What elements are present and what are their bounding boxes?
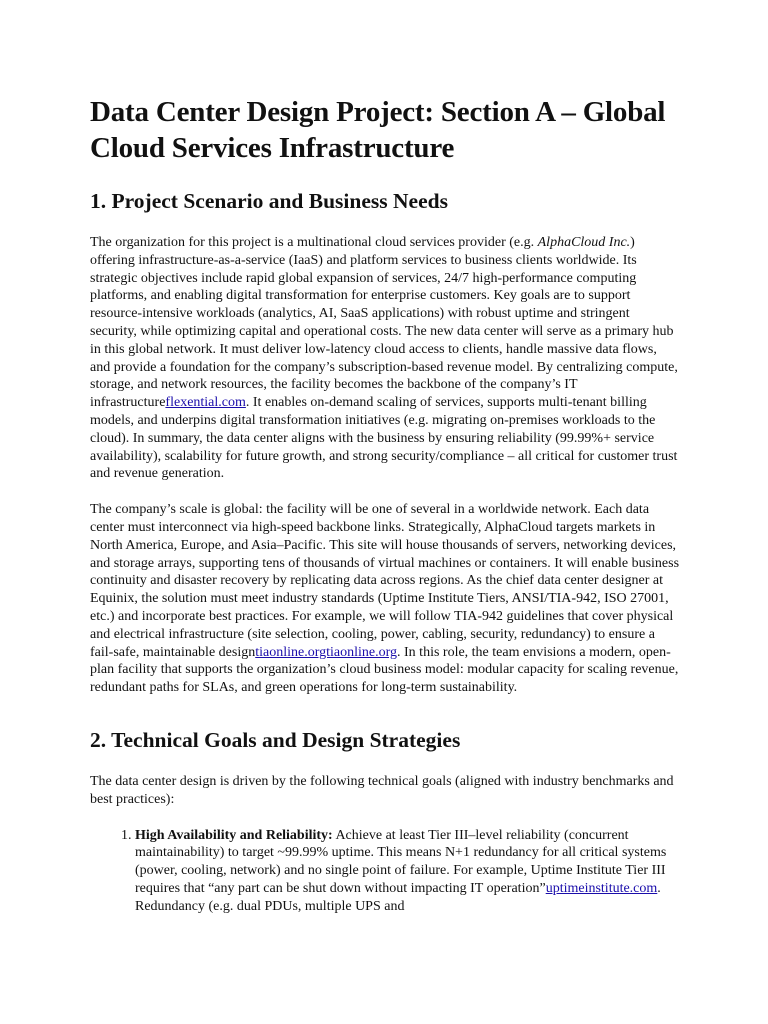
flexential-link[interactable]: flexential.com bbox=[165, 395, 246, 411]
section-1-paragraph-1 bbox=[90, 234, 680, 483]
list-item bbox=[135, 827, 680, 916]
section-2-intro: The data center design is driven by the following technical goals (aligned with industry benchmarks and best practices): bbox=[90, 773, 674, 807]
p1-text-3: . It enables on-demand scaling of services, supports multi-tenant billing models, and underpins digital transformation initiatives (e.g. migrating on-premises workloads to the cloud). In summary, the data center aligns with the business by ensuring reliability (99.99%+ service availability), scalability for future growth, and strong security/compliance – all critical for customer trust and revenue generation. bbox=[90, 395, 678, 482]
p1-text-1: The organization for this project is a multinational cloud services provider (e.g. bbox=[90, 235, 538, 250]
technical-goals-list bbox=[90, 827, 680, 916]
section-1-paragraph-2 bbox=[90, 501, 680, 697]
section-2-heading: 2. Technical Goals and Design Strategies bbox=[90, 727, 461, 752]
uptimeinstitute-link[interactable]: uptimeinstitute.com bbox=[545, 880, 658, 896]
section-1-heading: 1. Project Scenario and Business Needs bbox=[90, 189, 448, 213]
document-page bbox=[90, 94, 680, 916]
list-item-label: High Availability and Reliability: bbox=[135, 827, 333, 843]
list-item-text-1: Achieve at least Tier III–level reliability (concurrent maintainability) to target ~99.99% uptime. This means N+1 redundancy for all critical systems (power, cooling, network) and no single point of failure. For example, Uptime Institute Tier III requires that “any part can be shut down without impacting IT operation” bbox=[135, 827, 667, 896]
p1-text-2: ) offering infrastructure-as-a-service (IaaS) and platform services to business clients worldwide. Its strategic objectives include rapid global expansion of services, 24/7 high-performance computing platforms, and enabling digital transformation for enterprise customers. Key goals are to support resource-intensive workloads (analytics, AI, SaaS applications) with robust uptime and stringent security, while optimizing capital and operational costs. The new data center will serve as a primary hub in this global network. It must deliver low-latency cloud access to clients, handle massive data flows, and provide a foundation for the company’s subscription-based revenue model. By centralizing compute, storage, and network resources, the facility becomes the backbone of the company’s IT infrastructure bbox=[90, 235, 678, 411]
document-title: Data Center Design Project: Section A – Global Cloud Services Infrastructure bbox=[90, 96, 666, 164]
list-item-text-2: . Redundancy (e.g. dual PDUs, multiple UPS and bbox=[135, 880, 661, 914]
company-name: AlphaCloud Inc. bbox=[537, 235, 631, 250]
p2-text-2: . In this role, the team envisions a modern, open-plan facility that supports the organization’s cloud business model: modular capacity for scaling revenue, redundant paths for SLAs, and green operations for long-term sustainability. bbox=[90, 644, 679, 696]
p2-text-1: The company’s scale is global: the facility will be one of several in a worldwide network. Each data center must interconnect via high-speed backbone links. Strategically, AlphaCloud targets markets in North America, Europe, and Asia–Pacific. This site will house thousands of servers, networking devices, and storage arrays, supporting tens of thousands of virtual machines or containers. It will enable business continuity and disaster recovery by replicating data across regions. As the chief data center designer at Equinix, the solution must meet industry standards (Uptime Institute Tiers, ANSI/TIA-942, ISO 27001, etc.) and incorporate best practices. For example, we will follow TIA-942 guidelines that cover physical and electrical infrastructure (site selection, cooling, power, cabling, security, redundancy) to ensure a fail-safe, maintainable design bbox=[90, 502, 680, 660]
tiaonline-link[interactable]: tiaonline.orgtiaonline.org bbox=[255, 644, 398, 660]
